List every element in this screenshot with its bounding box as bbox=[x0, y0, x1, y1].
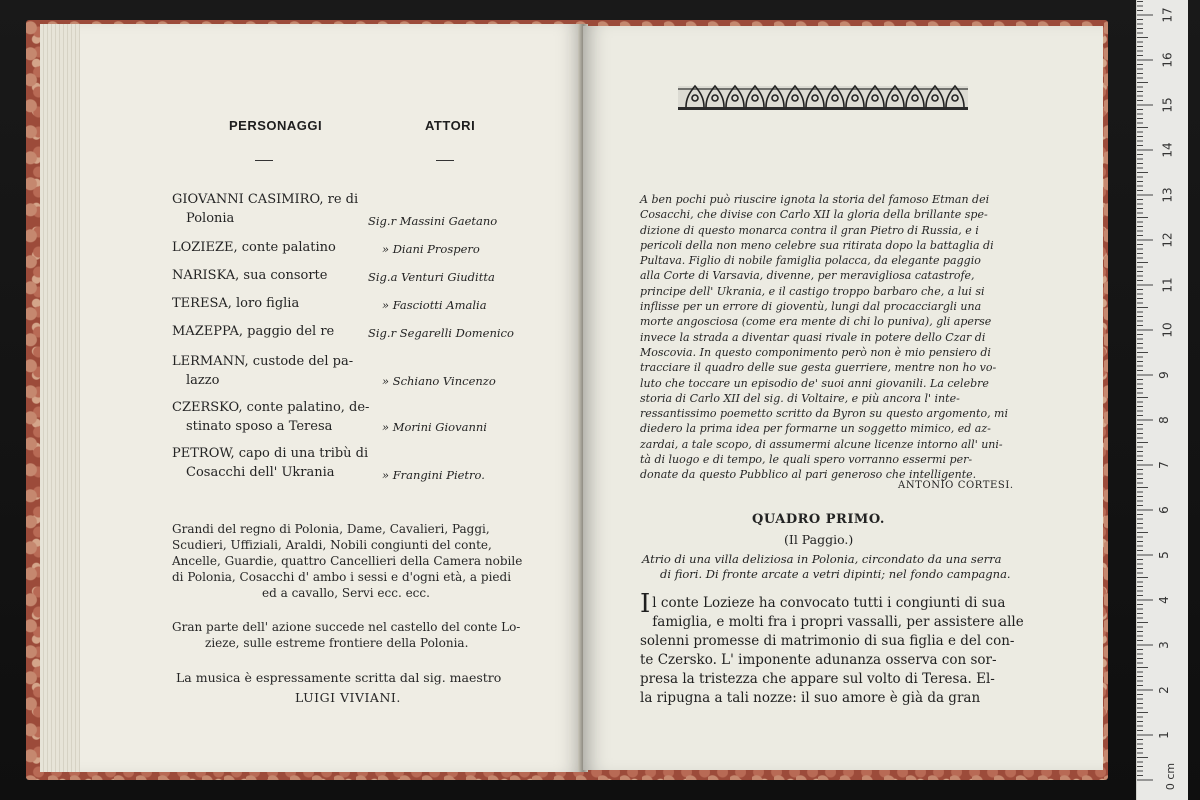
ruler-number: 16 bbox=[1160, 52, 1175, 68]
ruler-number: 14 bbox=[1160, 142, 1175, 158]
ruler-number: 8 bbox=[1156, 416, 1171, 424]
text-line: pericoli della non meno celebre sua ritirata dopo la battaglia di bbox=[640, 238, 994, 252]
ruler-number: 15 bbox=[1160, 97, 1175, 113]
text-line: ed a cavallo, Servi ecc. ecc. bbox=[262, 586, 430, 600]
music-credit: La musica è espressamente scritta dal sig. maestro bbox=[176, 670, 502, 685]
ruler-number: 7 bbox=[1156, 461, 1171, 469]
divider bbox=[436, 160, 454, 161]
ruler-number: 4 bbox=[1156, 596, 1171, 604]
character-description: Polonia bbox=[186, 211, 235, 226]
text-line: Grandi del regno di Polonia, Dame, Cavalieri, Paggi, bbox=[172, 522, 490, 536]
ruler-number: 9 bbox=[1156, 371, 1171, 379]
decorative-ornament bbox=[678, 78, 968, 114]
text-line: zardai, a tale scopo, di assumermi alcune licenze intorno all' uni- bbox=[640, 437, 1003, 451]
actors-heading: ATTORI bbox=[425, 118, 476, 133]
ruler-number: 12 bbox=[1160, 232, 1175, 248]
text-line: l conte Lozieze ha convocato tutti i congiunti di sua bbox=[652, 595, 1006, 611]
ruler-number: 2 bbox=[1156, 686, 1171, 694]
text-line: te Czersko. L' imponente adunanza osserva con sor- bbox=[640, 652, 997, 668]
actor-name: » Morini Giovanni bbox=[382, 420, 487, 434]
body-text bbox=[640, 589, 1024, 708]
divider bbox=[255, 160, 273, 161]
text-line: storia di Carlo XII del sig. di Voltaire, e più ancora l' inte- bbox=[640, 391, 960, 405]
text-line: presa la tristezza che appare sul volto di Teresa. El- bbox=[640, 671, 995, 687]
text-line: ressantissimo poemetto scritto da Byron su questo argomento, mi bbox=[640, 407, 1009, 421]
character-name: PETROW, capo di una tribù di bbox=[172, 446, 369, 461]
introduction-note bbox=[640, 192, 1010, 483]
ruler-number: 17 bbox=[1160, 7, 1175, 23]
text-line: donate da questo Pubblico al pari generoso che intelligente. bbox=[640, 468, 977, 482]
actor-name: Sig.r Massini Gaetano bbox=[368, 214, 498, 228]
character-name: MAZEPPA, paggio del re bbox=[172, 324, 335, 339]
actor-name: » Frangini Pietro. bbox=[382, 468, 485, 482]
text-line: alla Corte di Varsavia, divenne, per meravigliosa catastrofe, bbox=[640, 269, 975, 283]
author-signature: ANTONIO CORTESI. bbox=[898, 480, 1014, 491]
ruler-number: 11 bbox=[1160, 277, 1175, 293]
act-title: QUADRO PRIMO. bbox=[752, 512, 885, 527]
text-line: zieze, sulle estreme frontiere della Polonia. bbox=[205, 636, 469, 650]
text-line: la ripugna a tali nozze: il suo amore è già da gran bbox=[640, 690, 981, 706]
text-line: tracciare il quadro delle sue gesta guerriere, mentre non ho vo- bbox=[640, 361, 997, 375]
actor-name: » Schiano Vincenzo bbox=[382, 374, 496, 388]
page-edges bbox=[40, 24, 80, 772]
text-line: Ancelle, Guardie, quattro Cancellieri della Camera nobile bbox=[172, 554, 523, 568]
left-page bbox=[40, 24, 583, 772]
text-line: Cosacchi, che divise con Carlo XII la gloria della brillante spe- bbox=[640, 208, 988, 222]
actor-name: » Fasciotti Amalia bbox=[382, 298, 487, 312]
character-description: Cosacchi dell' Ukrania bbox=[186, 465, 335, 480]
character-name: GIOVANNI CASIMIRO, re di bbox=[172, 192, 359, 207]
drop-cap: I bbox=[640, 589, 651, 619]
text-line: Gran parte dell' azione succede nel castello del conte Lo- bbox=[172, 620, 521, 634]
act-subtitle: (Il Paggio.) bbox=[784, 532, 854, 547]
ruler-number: 10 bbox=[1160, 322, 1175, 338]
ruler-unit-label: 0 cm bbox=[1164, 762, 1178, 791]
text-line: Pultava. Figlio di nobile famiglia polacca, da elegante paggio bbox=[640, 254, 981, 268]
character-description: stinato sposo a Teresa bbox=[186, 419, 333, 434]
text-line: principe dell' Ukrania, e il castigo troppo barbaro che, a lui si bbox=[640, 284, 985, 298]
text-line: famiglia, e molti fra i propri vassalli, per assistere alle bbox=[652, 614, 1024, 630]
text-line: diedero la prima idea per formarne un soggetto mimico, ed az- bbox=[640, 422, 991, 436]
actor-name: Sig.r Segarelli Domenico bbox=[368, 326, 514, 340]
actor-name: » Diani Prospero bbox=[382, 242, 480, 256]
ruler-number: 13 bbox=[1160, 187, 1175, 203]
characters-heading: PERSONAGGI bbox=[229, 118, 323, 133]
text-line: luto che toccare un episodio de' suoi anni giovanili. La celebre bbox=[640, 376, 989, 390]
character-name: LERMANN, custode del pa- bbox=[172, 354, 354, 369]
text-line: Moscovia. In questo componimento però non è mio pensiero di bbox=[640, 345, 991, 359]
character-name: TERESA, loro figlia bbox=[172, 296, 300, 311]
ruler-ticks bbox=[1137, 0, 1189, 800]
ruler-number: 6 bbox=[1156, 506, 1171, 514]
ruler-number: 5 bbox=[1156, 551, 1171, 559]
text-line: dizione di questo monarca contra il gran Pietro di Russia, e i bbox=[640, 223, 979, 237]
stage-direction: Atrio di una villa deliziosa in Polonia, circondato da una serra bbox=[642, 552, 1002, 566]
text-line: A ben pochi può riuscire ignota la storia del famoso Etman dei bbox=[640, 193, 990, 206]
character-description: lazzo bbox=[186, 373, 220, 388]
text-line: Scudieri, Uffiziali, Araldi, Nobili congiunti del conte, bbox=[172, 538, 492, 552]
text-line: di Polonia, Cosacchi d' ambo i sessi e d'ogni età, a piedi bbox=[172, 570, 512, 584]
stage-direction: di fiori. Di fronte arcate a vetri dipinti; nel fondo campagna. bbox=[660, 567, 1011, 581]
actor-name: Sig.a Venturi Giuditta bbox=[368, 270, 495, 284]
text-line: inflisse per un errore di gioventù, lungi dal procacciargli una bbox=[640, 300, 982, 314]
measuring-ruler bbox=[1136, 0, 1188, 800]
text-line: tà di luogo e di tempo, le quali spero vorranno essermi per- bbox=[640, 453, 973, 467]
ruler-number: 1 bbox=[1156, 731, 1171, 739]
text-line: morte angosciosa (come era mente di chi lo puniva), gli aperse bbox=[640, 315, 992, 329]
ruler-number: 3 bbox=[1156, 641, 1171, 649]
character-name: NARISKA, sua consorte bbox=[172, 268, 328, 283]
character-name: LOZIEZE, conte palatino bbox=[172, 240, 336, 255]
text-line: invece la strada a diventar quasi rivale in potere dello Czar di bbox=[640, 330, 986, 344]
character-name: CZERSKO, conte palatino, de- bbox=[172, 400, 370, 415]
composer-name: LUIGI VIVIANI. bbox=[295, 690, 401, 705]
text-line: solenni promesse di matrimonio di sua figlia e del con- bbox=[640, 633, 1015, 649]
